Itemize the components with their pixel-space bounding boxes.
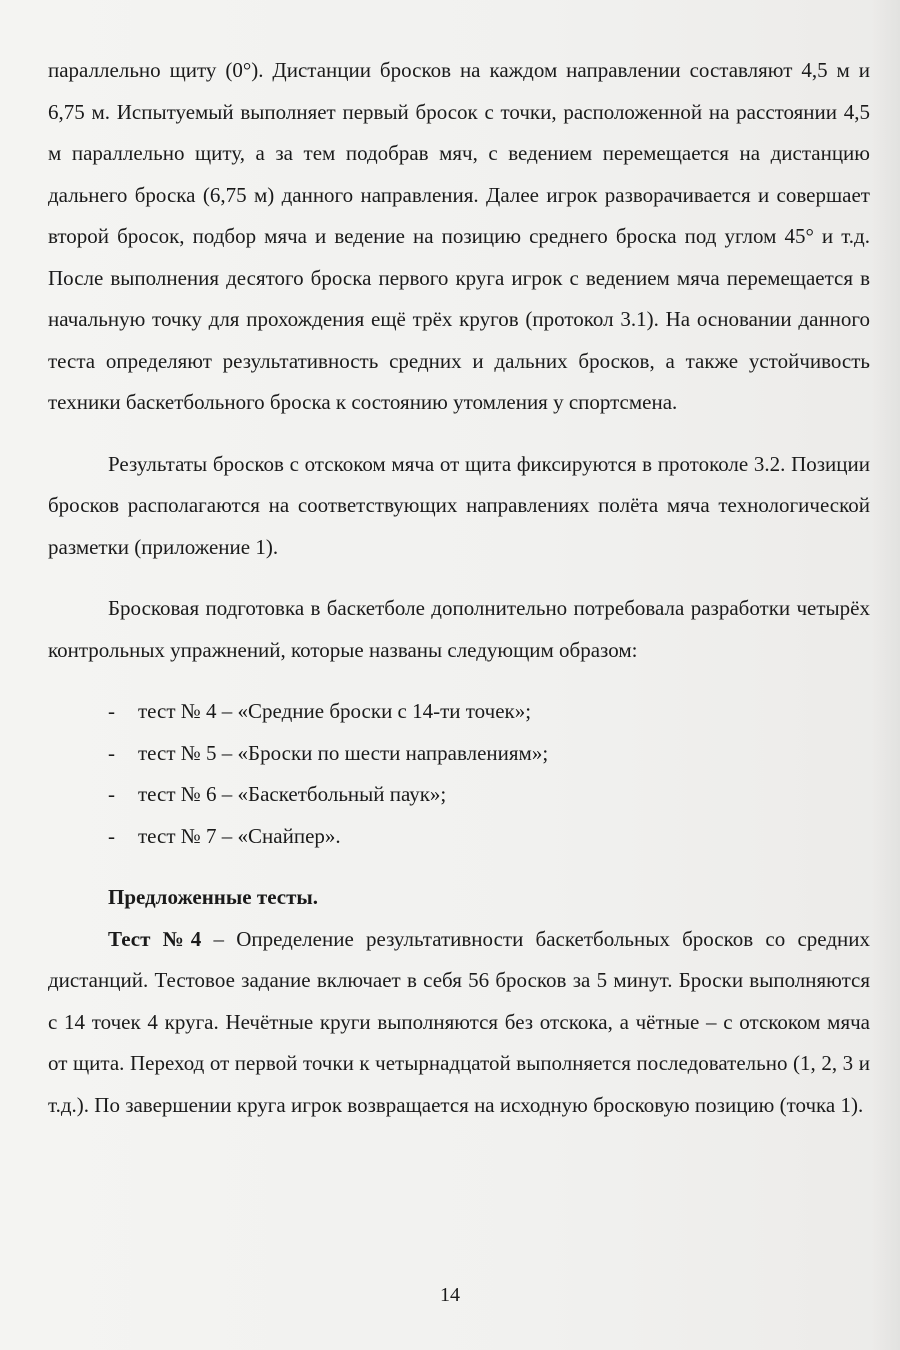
paragraph-control-exercises: Бросковая подготовка в баскетболе дополнительно потребовала разработки четырёх контрольных упражнений, которые названы следующим образом: [48, 596, 870, 662]
list-item [108, 774, 870, 816]
list-dash: - [108, 823, 115, 848]
section-heading: Предложенные тесты. [108, 885, 319, 909]
page-number: 14 [440, 1284, 460, 1306]
paragraph-test4 [48, 919, 870, 1127]
list-item [108, 691, 870, 733]
list-dash: - [108, 699, 115, 723]
list-item-text: тест № 6 – «Баскетбольный паук»; [138, 782, 447, 806]
tests-list [48, 691, 870, 857]
test4-label: Тест №4 [108, 926, 202, 951]
list-item-text: тест № 5 – «Броски по шести направлениям»; [138, 740, 549, 765]
test4-description: – Определение результативности баскетбольных бросков со средних дистанций. Тестовое задание включает в себя 56 бросков за 5 минут. Броски выполняются с 14 точек 4 круга. Нечётные круги выполняются без отскока, а чётные – с отскоком мяча от щита. Переход от первой точки к четырнадцатой выполняется последовательно (1, 2, 3 и т.д.). По завершении круга игрок возвращается на исходную бросковую позицию (точка 1). [48, 926, 870, 1117]
paragraph-continued: параллельно щиту (0°). Дистанции бросков на каждом направлении составляют 4,5 м и 6,75 м. Испытуемый выполняет первый бросок с точки, расположенной на расстоянии 4,5 м параллельно щиту, а за тем подобрав мяч, с ведением перемещается на дистанцию дальнего броска (6,75 м) данного направления. Далее игрок разворачивается и совершает второй бросок, подбор мяча и ведение на позицию среднего броска под углом 45° и т.д. После выполнения десятого броска первого круга игрок с ведением мяча перемещается в начальную точку для прохождения ещё трёх кругов (протокол 3.1). На основании данного теста определяют результативность средних и дальних бросков, а также устойчивость техники баскетбольного броска к состоянию утомления у спортсмена. [48, 58, 870, 414]
paragraph-protocol: Результаты бросков с отскоком мяча от щита фиксируются в протоколе 3.2. Позиции бросков располагаются на соответствующих направлениях полёта мяча технологической разметки (приложение 1). [48, 451, 870, 559]
body-text [48, 50, 870, 1126]
page-edge-shadow [872, 0, 900, 1350]
list-item [108, 733, 870, 775]
list-dash: - [108, 782, 115, 806]
list-item-text: тест № 4 – «Средние броски с 14-ти точек»; [138, 699, 532, 723]
list-item [108, 816, 870, 858]
list-item-text: тест № 7 – «Снайпер». [138, 823, 341, 848]
list-dash: - [108, 740, 115, 765]
